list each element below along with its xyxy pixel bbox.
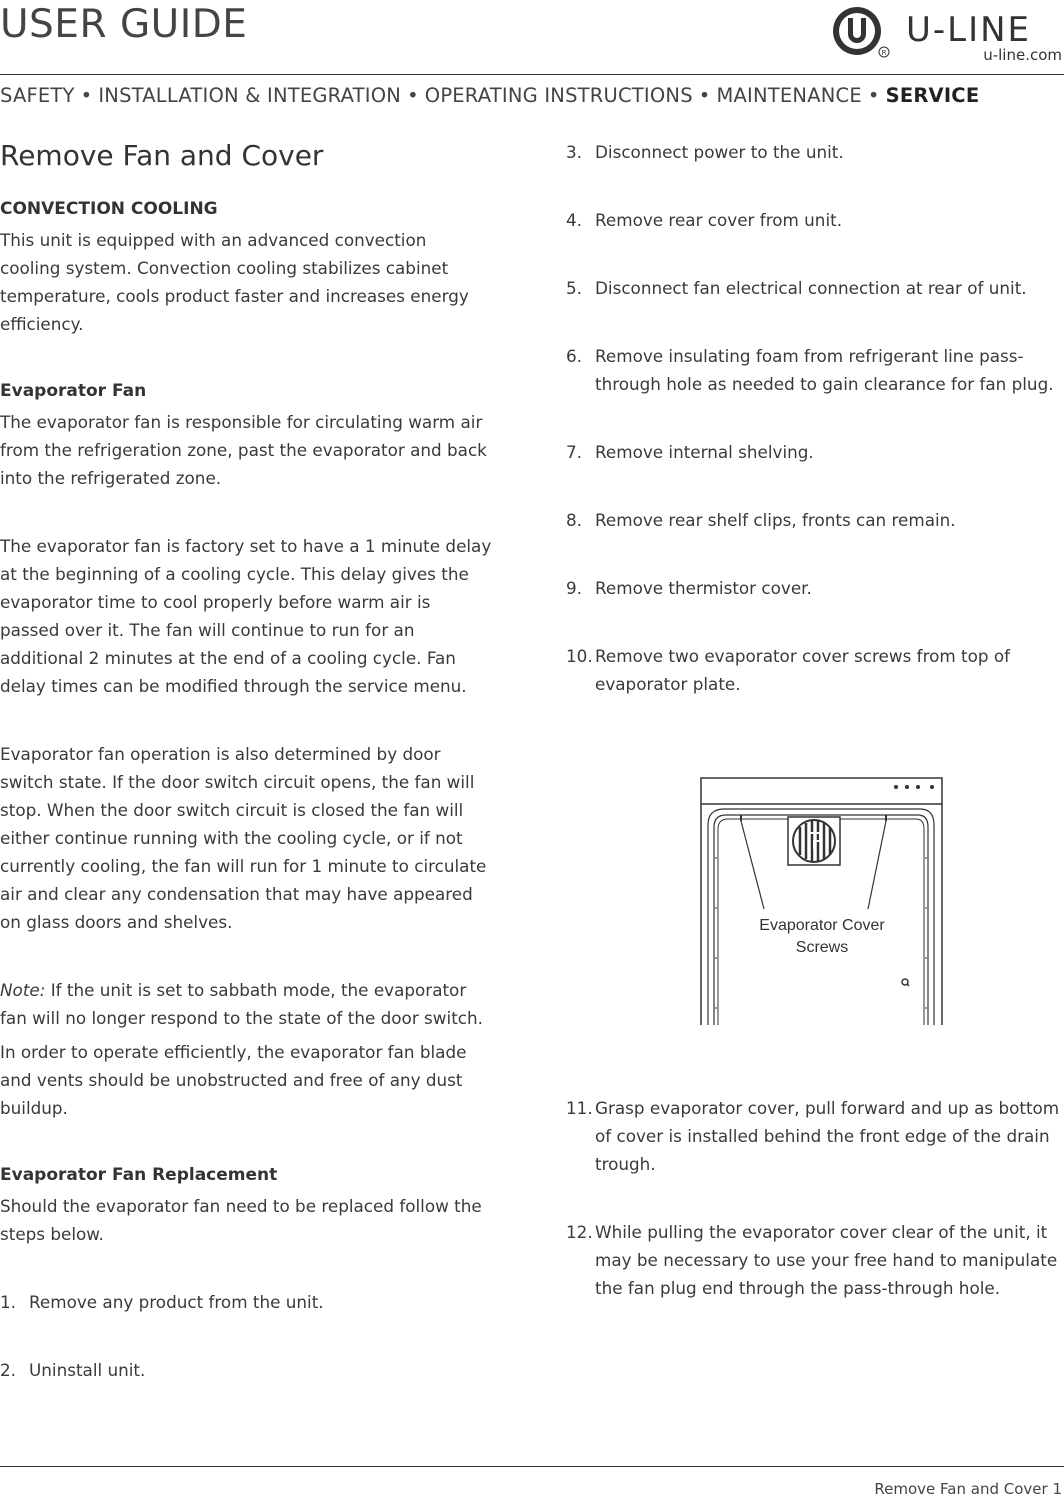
page-title: Remove Fan and Cover xyxy=(0,139,324,172)
brand-url: u-line.com xyxy=(983,46,1062,64)
nav-item-installation: INSTALLATION & INTEGRATION xyxy=(98,84,402,107)
evaporator-cover-diagram xyxy=(700,777,944,1027)
header-divider xyxy=(0,74,1064,75)
sabbath-note xyxy=(0,976,492,1032)
step-item: 3. Disconnect power to the unit. xyxy=(566,142,844,162)
step-item: 8. Remove rear shelf clips, fronts can remain. xyxy=(566,510,956,530)
right-column xyxy=(566,138,1064,698)
page-footer: Remove Fan and Cover 1 xyxy=(874,1480,1062,1498)
left-column xyxy=(0,138,492,1384)
note-label: Note: xyxy=(0,980,46,1000)
nav-item-safety: SAFETY xyxy=(0,84,75,107)
section-nav: SAFETY • INSTALLATION & INTEGRATION • OPERATING INSTRUCTIONS • MAINTENANCE • SERVICE xyxy=(0,84,980,107)
evaporator-paragraph-2: The evaporator fan is factory set to have a 1 minute delay at the beginning of a cooling cycle. This delay gives the evaporator time to cool properly before warm air is passed over it. The fan will continue to run for an additional 2 minutes at the end of a cooling cycle. Fan delay times can be modified through the service menu. xyxy=(0,536,492,696)
evaporator-cover-illustration xyxy=(700,777,944,1027)
convection-heading: CONVECTION COOLING xyxy=(0,199,218,219)
callout-line-2: Screws xyxy=(795,939,849,956)
callout-line-1: Evaporator Cover xyxy=(759,917,885,934)
evaporator-paragraph-3: Evaporator fan operation is also determined by door switch state. If the door switch circuit opens, the fan will stop. When the door switch circuit is closed the fan will either continue running with the cooling cycle, or if not currently cooling, the fan will run for 1 minute to circulate air and clear any condensation that may have appeared on glass doors and shelves. xyxy=(0,744,487,932)
nav-item-maintenance: MAINTENANCE xyxy=(716,84,862,107)
step-item: 7. Remove internal shelving. xyxy=(566,442,814,462)
step-item: 6. Remove insulating foam from refrigerant line pass-through hole as needed to gain clearance for fan plug. xyxy=(566,346,1054,394)
step-item: 4. Remove rear cover from unit. xyxy=(566,210,843,230)
figure-callout-label xyxy=(700,915,944,959)
step-item: 11. Grasp evaporator cover, pull forward and up as bottom of cover is installed behind the front edge of the drain trough. xyxy=(566,1098,1060,1174)
replacement-intro: Should the evaporator fan need to be replaced follow the steps below. xyxy=(0,1196,482,1244)
svg-text:R: R xyxy=(881,49,887,57)
right-column-lower xyxy=(566,1094,1064,1302)
evaporator-paragraph-4: In order to operate efficiently, the evaporator fan blade and vents should be unobstructed and free of any dust buildup. xyxy=(0,1042,467,1118)
page-header-title: USER GUIDE xyxy=(0,2,248,47)
step-item: 12. While pulling the evaporator cover clear of the unit, it may be necessary to use your free hand to manipulate the fan plug end through the pass-through hole. xyxy=(566,1222,1058,1298)
step-item: 2. Uninstall unit. xyxy=(0,1360,146,1380)
nav-item-service: SERVICE xyxy=(885,84,980,107)
step-item: 5. Disconnect fan electrical connection at rear of unit. xyxy=(566,278,1027,298)
footer-divider xyxy=(0,1466,1064,1467)
brand-name: U-LINE xyxy=(906,10,1032,50)
step-item: 9. Remove thermistor cover. xyxy=(566,578,812,598)
convection-paragraph: This unit is equipped with an advanced convection cooling system. Convection cooling stabilizes cabinet temperature, cools product faster and increases energy efficiency. xyxy=(0,230,469,334)
step-item: 1. Remove any product from the unit. xyxy=(0,1292,324,1312)
nav-item-operating: OPERATING INSTRUCTIONS xyxy=(424,84,693,107)
step-item: 10. Remove two evaporator cover screws from top of evaporator plate. xyxy=(566,646,1011,694)
u-logo-icon xyxy=(830,4,890,64)
replacement-heading: Evaporator Fan Replacement xyxy=(0,1165,278,1185)
evaporator-fan-heading: Evaporator Fan xyxy=(0,381,147,401)
evaporator-paragraph-1: The evaporator fan is responsible for circulating warm air from the refrigeration zone, past the evaporator and back into the refrigerated zone. xyxy=(0,412,487,488)
brand-logo xyxy=(830,4,1064,68)
note-text: If the unit is set to sabbath mode, the evaporator fan will no longer respond to the state of the door switch. xyxy=(0,980,483,1028)
